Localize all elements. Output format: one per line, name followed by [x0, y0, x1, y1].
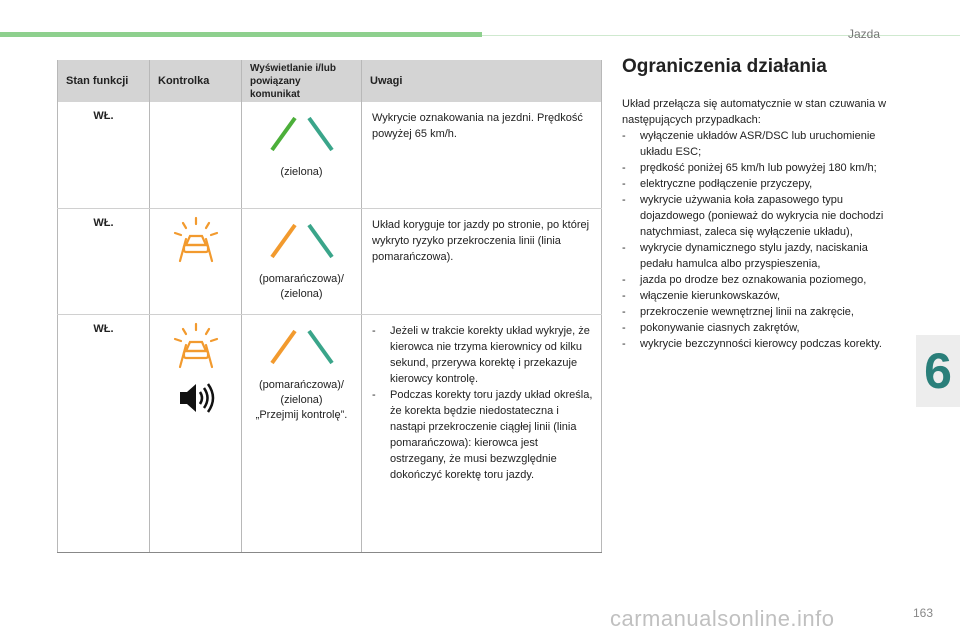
- table-row: [58, 314, 602, 553]
- indicator-cell: [150, 208, 242, 314]
- table-row: [58, 102, 602, 208]
- limits-intro: Układ przełącza się automatycznie w stan czuwania w następujących przypadkach:: [622, 98, 887, 126]
- list-item: - przekroczenie wewnętrznej linii na zakręcie,: [622, 304, 892, 320]
- list-item: - prędkość poniżej 65 km/h lub powyżej 180 km/h;: [622, 160, 892, 176]
- header-divider: [482, 35, 960, 36]
- display-caption: „Przejmij kontrolę”.: [255, 408, 348, 421]
- indicator-cell: [150, 102, 242, 208]
- remarks-cell: Wykrycie oznakowania na jezdni. Prędkość powyżej 65 km/h.: [362, 102, 602, 208]
- right-lane-line: [309, 118, 332, 150]
- header-display: Wyświetlanie i/lub powiązany komunikat: [242, 60, 362, 102]
- section-title: Jazda: [848, 27, 881, 41]
- header-state: Stan funkcji: [58, 60, 150, 102]
- remarks-cell: Układ koryguje tor jazdy po stronie, po której wykryto ryzyko przekroczenia linii (linia pomarańczowa).: [362, 208, 602, 314]
- display-caption: (pomarańczowa)/: [259, 378, 344, 391]
- table-header-row: [58, 60, 602, 102]
- lane-markings-icon: [262, 114, 342, 154]
- list-item: - pokonywanie ciasnych zakrętów,: [622, 320, 892, 336]
- header-accent-bar: [0, 32, 482, 37]
- lane-markings-icon: [262, 327, 342, 367]
- display-caption: (pomarańczowa)/: [259, 272, 344, 285]
- list-item: - elektryczne podłączenie przyczepy,: [622, 176, 892, 192]
- list-item: - Jeżeli w trakcie korekty układ wykryje, że kierowca nie trzyma kierownicy od kilku sekund, przerywa korektę i przekazuje kierowcy kontrolę.: [372, 323, 593, 387]
- lane-departure-warning-icon: [171, 215, 221, 265]
- left-lane-line: [272, 118, 295, 150]
- list-item: - wykrycie dynamicznego stylu jazdy, naciskania pedału hamulca albo przyspieszenia,: [622, 240, 892, 272]
- right-lane-line: [309, 331, 332, 363]
- header-indicator: Kontrolka: [150, 60, 242, 102]
- indicator-cell: [150, 314, 242, 553]
- lane-departure-warning-icon: [171, 321, 221, 371]
- list-item: - włączenie kierunkowskazów,: [622, 288, 892, 304]
- list-item: - jazda po drodze bez oznakowania poziomego,: [622, 272, 892, 288]
- header-remarks: Uwagi: [362, 60, 602, 102]
- function-status-table: [57, 60, 602, 553]
- list-item: - wykrycie bezczynności kierowcy podczas korekty.: [622, 336, 892, 352]
- state-cell: WŁ.: [58, 102, 150, 208]
- limits-title: Ograniczenia działania: [622, 56, 827, 77]
- watermark: carmanualsonline.info: [610, 606, 835, 631]
- limits-list: [622, 128, 892, 352]
- list-item: - Podczas korekty toru jazdy układ określa, że korekta będzie niedostateczna i nastąpi przekroczenie ciągłej linii (linia pomarańczowa): kierowca jest ostrzegany, że musi bezwzględnie dokończyć korektę toru jazdy.: [372, 387, 593, 483]
- state-cell: WŁ.: [58, 314, 150, 553]
- display-cell: [242, 208, 362, 314]
- table-row: [58, 208, 602, 314]
- state-cell: WŁ.: [58, 208, 150, 314]
- lane-markings-icon: [262, 221, 342, 261]
- display-cell: [242, 314, 362, 553]
- limits-section: [622, 56, 892, 352]
- left-lane-line: [272, 225, 295, 257]
- display-caption: (zielona): [280, 166, 323, 178]
- remarks-cell: [362, 314, 602, 553]
- right-lane-line: [309, 225, 332, 257]
- page-number: 163: [913, 606, 934, 620]
- left-lane-line: [272, 331, 295, 363]
- speaker-sound-icon: [176, 380, 216, 416]
- display-caption: (zielona): [280, 393, 323, 406]
- remarks-list: [372, 323, 593, 483]
- list-item: - wykrycie używania koła zapasowego typu dojazdowego (ponieważ do wykrycia nie dochodzi natychmiast, zaleca się wyłączenie układu),: [622, 192, 892, 240]
- display-cell: [242, 102, 362, 208]
- list-item: - wyłączenie układów ASR/DSC lub uruchomienie układu ESC;: [622, 128, 892, 160]
- display-caption: (zielona): [280, 287, 323, 300]
- chapter-tab: 6: [916, 335, 960, 407]
